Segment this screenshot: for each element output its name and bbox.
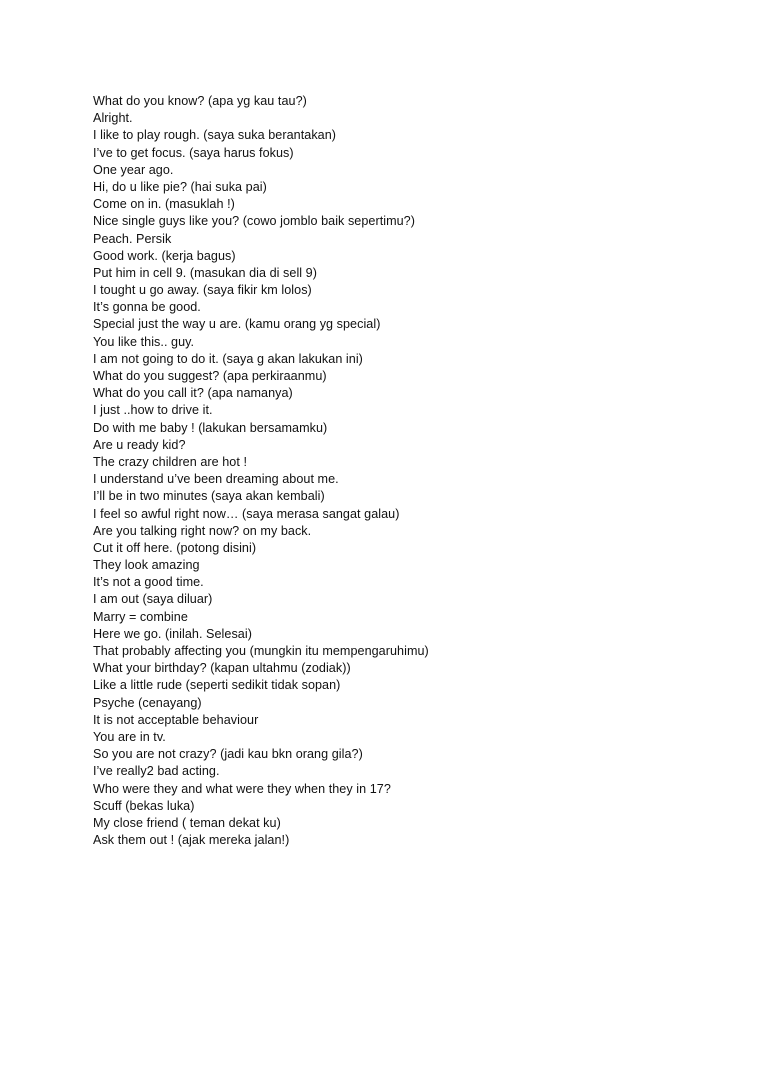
phrase-line: One year ago. bbox=[93, 162, 174, 177]
phrase-line: Special just the way u are. (kamu orang yg special) bbox=[93, 317, 381, 332]
phrase-line: I feel so awful right now… (saya merasa sangat galau) bbox=[93, 506, 400, 521]
phrase-line: You are in tv. bbox=[93, 729, 166, 744]
phrase-line: Alright. bbox=[93, 111, 133, 126]
phrase-line: Here we go. (inilah. Selesai) bbox=[93, 626, 252, 641]
phrase-line: I understand u’ve been dreaming about me. bbox=[93, 472, 339, 487]
phrase-line: It’s not a good time. bbox=[93, 575, 204, 590]
phrase-line: Scuff (bekas luka) bbox=[93, 798, 195, 813]
phrase-line: Nice single guys like you? (cowo jomblo baik sepertimu?) bbox=[93, 214, 415, 229]
phrase-line: What do you suggest? (apa perkiraanmu) bbox=[93, 369, 327, 383]
phrase-line: I like to play rough. (saya suka berantakan) bbox=[93, 128, 337, 143]
phrase-line: Put him in cell 9. (masukan dia di sell 9) bbox=[93, 265, 317, 280]
phrase-line: Good work. (kerja bagus) bbox=[93, 248, 236, 263]
phrase-line: I am out (saya diluar) bbox=[93, 592, 213, 607]
phrase-line: Are u ready kid? bbox=[93, 437, 186, 452]
phrase-line: What your birthday? (kapan ultahmu (zodiak)) bbox=[93, 661, 351, 676]
phrase-line: I just ..how to drive it. bbox=[93, 403, 213, 418]
phrase-line: It is not acceptable behaviour bbox=[93, 712, 259, 727]
phrase-list bbox=[93, 93, 429, 849]
phrase-line: Are you talking right now? on my back. bbox=[93, 523, 312, 538]
phrase-line: It’s gonna be good. bbox=[93, 300, 201, 315]
phrase-line: What do you call it? (apa namanya) bbox=[93, 386, 293, 401]
phrase-line: That probably affecting you (mungkin itu mempengaruhimu) bbox=[93, 644, 429, 658]
phrase-line: Who were they and what were they when they in 17? bbox=[93, 781, 391, 796]
phrase-line: I am not going to do it. (saya g akan lakukan ini) bbox=[93, 351, 363, 366]
phrase-line: I tought u go away. (saya fikir km lolos) bbox=[93, 283, 312, 298]
phrase-line: So you are not crazy? (jadi kau bkn orang gila?) bbox=[93, 747, 363, 762]
phrase-line: Come on in. (masuklah !) bbox=[93, 197, 235, 212]
phrase-line: What do you know? (apa yg kau tau?) bbox=[93, 94, 307, 108]
phrase-line: Cut it off here. (potong disini) bbox=[93, 540, 257, 555]
phrase-line: Psyche (cenayang) bbox=[93, 695, 202, 710]
phrase-line: The crazy children are hot ! bbox=[93, 454, 247, 469]
phrase-line: You like this.. guy. bbox=[93, 334, 195, 349]
phrase-line: My close friend ( teman dekat ku) bbox=[93, 815, 281, 830]
phrase-line: Ask them out ! (ajak mereka jalan!) bbox=[93, 833, 290, 848]
phrase-line: They look amazing bbox=[93, 558, 200, 573]
phrase-line: Like a little rude (seperti sedikit tidak sopan) bbox=[93, 678, 341, 693]
phrase-line: Peach. Persik bbox=[93, 231, 172, 246]
phrase-line: Do with me baby ! (lakukan bersamamku) bbox=[93, 420, 328, 435]
phrase-line: Marry = combine bbox=[93, 609, 188, 624]
phrase-line: I’ve really2 bad acting. bbox=[93, 764, 220, 779]
phrase-line: I’ll be in two minutes (saya akan kembali) bbox=[93, 489, 325, 504]
phrase-line: I’ve to get focus. (saya harus fokus) bbox=[93, 145, 294, 160]
phrase-line: Hi, do u like pie? (hai suka pai) bbox=[93, 179, 267, 194]
